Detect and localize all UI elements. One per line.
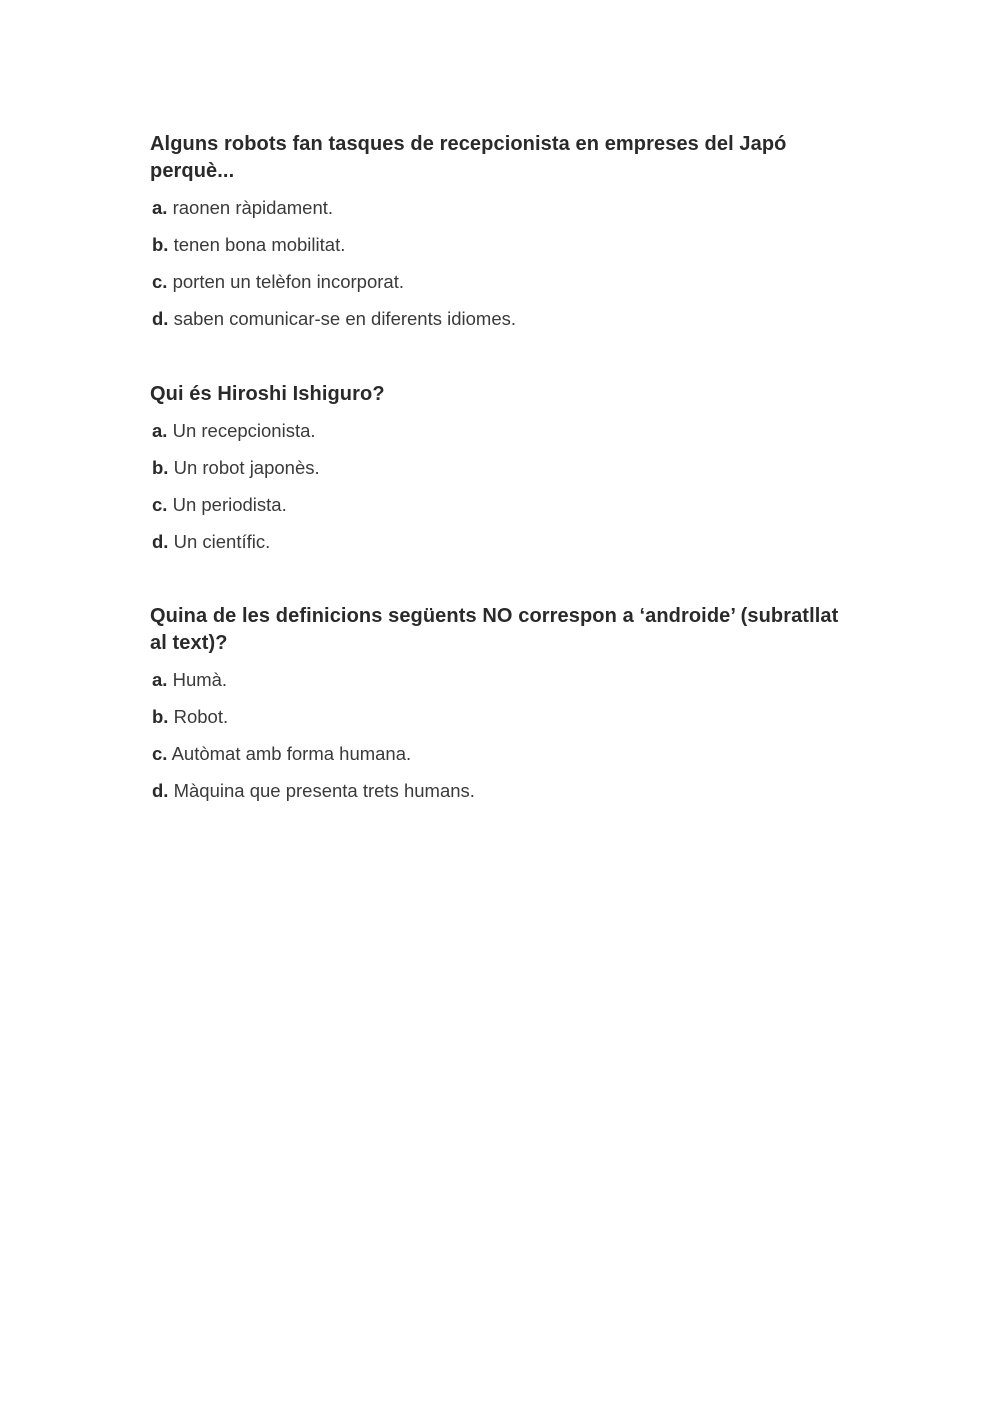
question-1 bbox=[150, 131, 850, 344]
option-b[interactable] bbox=[152, 705, 850, 729]
option-letter: c. bbox=[152, 743, 168, 764]
option-text: raonen ràpidament. bbox=[172, 197, 334, 218]
option-text: Un científic. bbox=[173, 531, 271, 552]
option-text: saben comunicar-se en diferents idiomes. bbox=[173, 308, 517, 329]
option-letter: a. bbox=[152, 197, 168, 218]
option-letter: b. bbox=[152, 706, 169, 727]
option-text: Autòmat amb forma humana. bbox=[171, 743, 412, 764]
option-d[interactable] bbox=[152, 307, 850, 331]
option-c[interactable] bbox=[152, 493, 850, 517]
question-title: Quina de les definicions següents NO correspon a ‘androide’ (subratllat al text)? bbox=[150, 605, 839, 654]
option-letter: d. bbox=[152, 308, 169, 329]
option-text: tenen bona mobilitat. bbox=[173, 234, 346, 255]
option-list bbox=[150, 668, 850, 803]
option-d[interactable] bbox=[152, 530, 850, 554]
option-a[interactable] bbox=[152, 196, 850, 220]
option-a[interactable] bbox=[152, 419, 850, 443]
option-text: Un robot japonès. bbox=[173, 457, 320, 478]
question-title: Alguns robots fan tasques de recepcionista en empreses del Japó perquè... bbox=[150, 133, 787, 182]
option-d[interactable] bbox=[152, 779, 850, 803]
option-letter: a. bbox=[152, 669, 168, 690]
option-letter: c. bbox=[152, 271, 168, 292]
option-c[interactable] bbox=[152, 270, 850, 294]
option-b[interactable] bbox=[152, 456, 850, 480]
option-letter: d. bbox=[152, 780, 169, 801]
option-letter: a. bbox=[152, 420, 168, 441]
option-letter: c. bbox=[152, 494, 168, 515]
option-text: porten un telèfon incorporat. bbox=[172, 271, 404, 292]
option-c[interactable] bbox=[152, 742, 850, 766]
option-text: Humà. bbox=[172, 669, 228, 690]
option-text: Un periodista. bbox=[172, 494, 287, 515]
question-2 bbox=[150, 381, 850, 567]
option-letter: d. bbox=[152, 531, 169, 552]
option-a[interactable] bbox=[152, 668, 850, 692]
option-letter: b. bbox=[152, 234, 169, 255]
option-text: Un recepcionista. bbox=[172, 420, 316, 441]
option-list bbox=[150, 196, 850, 331]
option-list bbox=[150, 419, 850, 554]
question-3 bbox=[150, 603, 850, 816]
option-text: Robot. bbox=[173, 706, 229, 727]
option-b[interactable] bbox=[152, 233, 850, 257]
question-title: Qui és Hiroshi Ishiguro? bbox=[150, 383, 385, 405]
option-letter: b. bbox=[152, 457, 169, 478]
option-text: Màquina que presenta trets humans. bbox=[173, 780, 475, 801]
